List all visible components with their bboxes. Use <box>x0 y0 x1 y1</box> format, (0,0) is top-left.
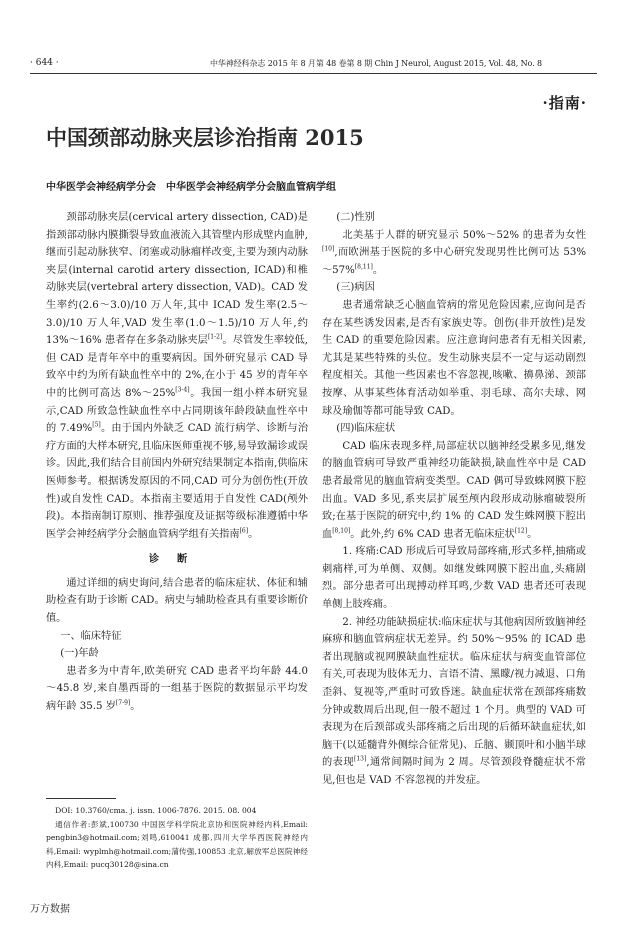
sex-paragraph: 北美基于人群的研究显示 50%～52% 的患者为女性[10],而欧洲基于医院的多中心研究发现男性比例可达 53%～57%[8,11]。 <box>322 229 586 276</box>
journal-header: 中华神经科杂志 2015 年 8 月第 48 卷第 8 期 Chin J Neurol, August 2015, Vol. 48, No. 8 <box>210 59 542 68</box>
source-watermark: 万方数据 <box>30 904 70 915</box>
diagnosis-paragraph: 通过详细的病史询问,结合患者的临床症状、体征和辅助检查有助于诊断 CAD。病史与辅助检查具有重要诊断价值。 <box>46 577 308 625</box>
doi-note: DOI: 10.3760/cma. j. issn. 1006-7876. 2015. 08. 004 <box>55 806 257 815</box>
footnote-divider <box>46 798 116 799</box>
heading-clinical-features: 一、临床特征 <box>60 630 122 642</box>
section-tag: ·指南· <box>542 94 587 112</box>
header-divider <box>30 73 597 74</box>
section-heading-diagnosis: 诊断 <box>148 553 206 566</box>
age-paragraph: 患者多为中青年,欧美研究 CAD 患者平均年龄 44.0～45.8 岁,来自墨西哥的一组基于医院的数据显示平均发病年龄 35.5 岁[7-9]。 <box>46 665 308 713</box>
intro-paragraph: 颈部动脉夹层(cervical artery dissection, CAD)是指颈部动脉内膜撕裂导致血液流入其管壁内形成壁内血肿,继而引起动脉狭窄、闭塞或动脉瘤样改变,主要为颈内动脉夹层(internal carotid artery dissection, ICAD)和椎动脉夹层(vertebral artery dissection, VAD)。CAD 发生率约(2.6～3.0)/10 万人年,其中 ICAD 发生率(2.5～3.0)/10 万人年,VAD 发生率(1.0～1.5)/10 万人年,约 13%～16% 患者存在多条动脉夹层[1-2]。尽管发生率较低,但 CAD 是青年卒中的重要病因。国外研究显示 CAD 导致卒中约为所有缺血性卒中的 2%,在小于 45 岁的青年卒中的比例可高达 8%～25%[3-4]。我国一组小样本研究显示,CAD 所致急性缺血性卒中占同期该年龄段缺血性卒中的 7.49%[5]。由于国内外缺乏 CAD 流行病学、诊断与治疗方面的大样本研究,且临床医师重视不够,易导致漏诊或误诊。因此,我们结合目前国内外研究结果制定本指南,供临床医师参考。根据诱发原因的不同,CAD 可分为创伤性(开放性)或自发性 CAD。本指南主要适用于自发性 CAD(颅外段)。本指南制订原则、推荐强度及证据等级标准遵循中华医学会神经病学分会脑血管病学组有关指南[6]。 <box>46 212 309 540</box>
heading-sex: (二)性别 <box>336 212 375 223</box>
etiology-paragraph: 患者通常缺乏心脑血管病的常见危险因素,应询问是否存在某些诱发因素,是否有家族史等。创伤(非开放性)是发生 CAD 的重要危险因素。应注意询问患者有无相关因素,尤其是某些特殊的头位。发生动脉夹层不一定与运动剧烈程度相关。其他一些因素也不容忽视,咳嗽、擤鼻涕、颈部按摩、从事某些体育活动如举重、羽毛球、高尔夫球、网球及瑜伽等都可能导致 CAD。 <box>322 299 586 417</box>
symptoms-paragraph: CAD 临床表现多样,局部症状以脑神经受累多见,继发的脑血管病可导致严重神经功能缺损,缺血性卒中是 CAD 患者最常见的脑血管病变类型。CAD 偶可导致蛛网膜下腔出血。VAD 多见,系夹层扩展至颅内段形成动脉瘤破裂所致;在基于医院的研究中,约 1% 的 CAD 发生蛛网膜下腔出血[8,10]。此外,约 6% CAD 患者无临床症状[12]。 <box>322 440 586 540</box>
article-title: 中国颈部动脉夹层诊治指南 2015 <box>46 125 364 150</box>
left-column <box>46 209 308 716</box>
neuro-deficit-paragraph: 2. 神经功能缺损症状:临床症状与其他病因所致脑神经麻痹和脑血管病症状无差异。约 50%～95% 的 ICAD 患者出现脑或视网膜缺血性症状。临床症状与病变血管部位有关,可表现为肢体无力、言语不清、黑矇/视力减退、口角歪斜、复视等,严重时可致昏迷。缺血症状常在颈部疼痛数分钟或数周后出现,但一般不超过 1 个月。典型的 VAD 可表现为在后颈部或头部疼痛之后出现的后循环缺血症状,如脑干(以延髓背外侧综合征常见)、丘脑、颞顶叶和小脑半球的表现[13],通常间隔时间为 2 周。尽管颈段脊髓症状不常见,但也是 VAD 不容忽视的并发症。 <box>322 616 586 786</box>
heading-age: (一)年龄 <box>60 648 99 660</box>
pain-paragraph: 1. 疼痛:CAD 形成后可导致局部疼痛,形式多样,抽痛或刺痛样,可为单侧、双侧。如继发蛛网膜下腔出血,头痛剧烈。部分患者可出现搏动样耳鸣,少数 VAD 患者还可表现单侧上肢疼痛。 <box>322 546 586 611</box>
heading-symptoms: (四)临床症状 <box>336 423 396 435</box>
correspondence-note: 通信作者:彭斌,100730 中国医学科学院北京协和医院神经内科,Email: pengbin3@hotmail.com;刘鸣,610041 成都,四川大学华西医院神经内科,Email: wyplmh@hotmail.com;蒲传强,100853 北京,解放军总医院神经内科,Email: pucq30128@sina.cn <box>46 819 308 869</box>
right-column <box>322 209 586 790</box>
author-groups: 中华医学会神经病学分会 中华医学会神经病学分会脑血管病学组 <box>46 182 336 193</box>
footnotes <box>46 804 308 872</box>
page-number: · 644 · <box>30 58 59 68</box>
heading-etiology: (三)病因 <box>336 282 375 294</box>
